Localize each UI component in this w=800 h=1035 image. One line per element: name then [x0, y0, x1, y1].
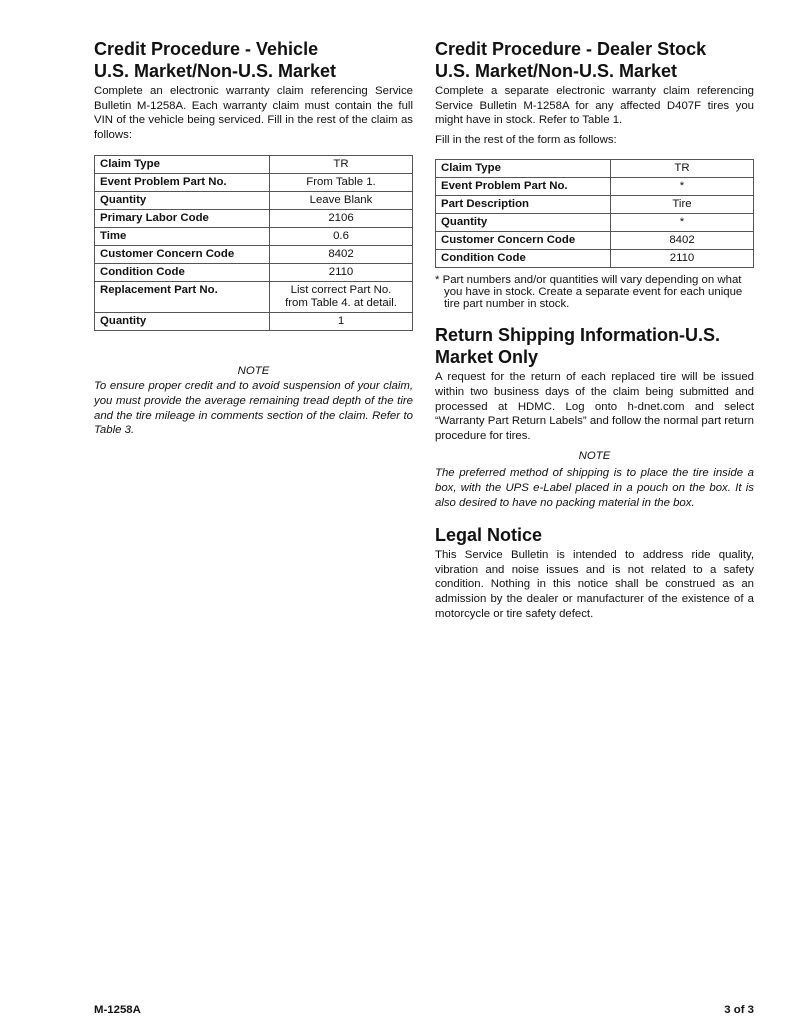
- field-label: Claim Type: [95, 156, 270, 174]
- field-value-line: List correct Part No.: [290, 284, 392, 297]
- field-label: Condition Code: [436, 250, 611, 268]
- page-number: 3 of 3: [724, 1004, 754, 1016]
- field-value-line: TR: [333, 158, 349, 171]
- field-value: [270, 192, 413, 210]
- field-value-line: 2110: [328, 266, 354, 279]
- field-value: [611, 178, 754, 196]
- field-value-line: 0.6: [333, 230, 349, 243]
- field-value-line: From Table 1.: [306, 176, 376, 189]
- table-row: [95, 174, 413, 192]
- table-row: [436, 232, 754, 250]
- table-row: [95, 264, 413, 282]
- field-value: [270, 313, 413, 331]
- table-row: [95, 228, 413, 246]
- field-value-line: 8402: [328, 248, 354, 261]
- document-id: M-1258A: [94, 1004, 141, 1016]
- field-label: Condition Code: [95, 264, 270, 282]
- field-label: Claim Type: [436, 160, 611, 178]
- dealer-stock-intro-2: Fill in the rest of the form as follows:: [435, 133, 617, 146]
- field-label: Event Problem Part No.: [95, 174, 270, 192]
- part-number-footnote: * Part numbers and/or quantities will vary depending on what you have in stock. Create a separate event for each unique tire part number in stock.: [435, 274, 743, 311]
- field-value-line: 1: [337, 315, 345, 328]
- right-column: [435, 38, 754, 621]
- field-label: Time: [95, 228, 270, 246]
- field-label: Quantity: [436, 214, 611, 232]
- field-label: Quantity: [95, 313, 270, 331]
- field-value: [611, 250, 754, 268]
- field-value: [270, 156, 413, 174]
- field-label: Event Problem Part No.: [436, 178, 611, 196]
- table-row: [436, 160, 754, 178]
- field-value-line: *: [679, 180, 685, 193]
- table-row: [95, 246, 413, 264]
- table-row: [436, 178, 754, 196]
- note-heading: NOTE: [578, 450, 611, 463]
- table-row: [436, 250, 754, 268]
- field-value: [270, 282, 413, 313]
- field-value: [270, 174, 413, 192]
- field-label: Part Description: [436, 196, 611, 214]
- field-value: [611, 160, 754, 178]
- legal-notice-heading: Legal Notice: [435, 525, 543, 546]
- return-shipping-heading: Return Shipping Information-U.S. Market Only: [435, 325, 720, 368]
- field-value-line: from Table 4. at detail.: [285, 297, 397, 310]
- return-shipping-text: A request for the return of each replaced tire will be issued within two business days of the claim being submitted and processed at HDMC. Log onto h-dnet.com and select “Warranty Part Return Labels” and follow the normal part return procedure for tires.: [435, 371, 754, 442]
- note-text: The preferred method of shipping is to place the tire inside a box, with the UPS e-Label placed in a pouch on the box. It is also desired to have no packing material in the box.: [435, 467, 754, 509]
- note-heading: NOTE: [237, 365, 270, 378]
- field-value-line: Tire: [672, 198, 692, 211]
- field-value-line: 2106: [328, 212, 354, 225]
- vehicle-note: [94, 364, 413, 437]
- table-row: [436, 214, 754, 232]
- table-row: [436, 196, 754, 214]
- field-value-line: 8402: [669, 234, 695, 247]
- field-value: [611, 232, 754, 250]
- dealer-stock-claim-table: [435, 159, 754, 268]
- left-column: [94, 38, 413, 438]
- field-value: [270, 246, 413, 264]
- field-label: Customer Concern Code: [95, 246, 270, 264]
- field-value: [270, 210, 413, 228]
- shipping-note: [435, 449, 754, 510]
- field-value-line: *: [679, 216, 685, 229]
- field-label: Primary Labor Code: [95, 210, 270, 228]
- dealer-stock-intro: Complete a separate electronic warranty claim referencing Service Bulletin M-1258A for any affected D407F tires you might have in stock. Refer to Table 1.: [435, 85, 754, 127]
- table-row: [95, 192, 413, 210]
- vehicle-credit-intro: Complete an electronic warranty claim referencing Service Bulletin M-1258A. Each warranty claim must contain the full VIN of the vehicle being serviced. Fill in the rest of the claim as follows:: [94, 85, 413, 141]
- dealer-stock-credit-heading: Credit Procedure - Dealer Stock U.S. Market/Non-U.S. Market: [435, 39, 707, 81]
- field-value: [611, 214, 754, 232]
- field-label: Quantity: [95, 192, 270, 210]
- field-label: Customer Concern Code: [436, 232, 611, 250]
- table-row: [95, 282, 413, 313]
- field-value-line: Leave Blank: [309, 194, 373, 207]
- table-row: [95, 313, 413, 331]
- field-value: [611, 196, 754, 214]
- vehicle-credit-heading: Credit Procedure - Vehicle U.S. Market/Non-U.S. Market: [94, 39, 337, 81]
- field-value-line: TR: [674, 162, 690, 175]
- field-value: [270, 228, 413, 246]
- field-value-line: 2110: [669, 252, 695, 265]
- vehicle-claim-table: [94, 155, 413, 331]
- note-text: To ensure proper credit and to avoid suspension of your claim, you must provide the average remaining tread depth of the tire and the tire mileage in comments section of the claim. Refer to Table 3.: [94, 380, 413, 437]
- field-label: Replacement Part No.: [95, 282, 270, 313]
- table-row: [95, 210, 413, 228]
- legal-notice-text: This Service Bulletin is intended to address ride quality, vibration and noise issues and is not related to a safety condition. Nothing in this notice shall be construed as an admission by the dealer or manufacturer of the existence of a motorcycle or tire safety defect.: [435, 549, 754, 620]
- table-row: [95, 156, 413, 174]
- field-value: [270, 264, 413, 282]
